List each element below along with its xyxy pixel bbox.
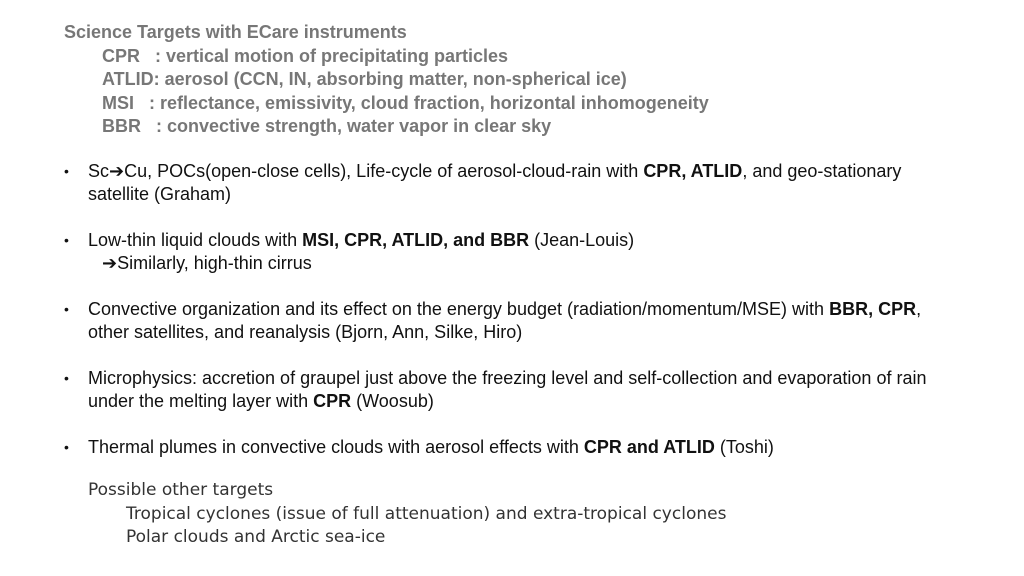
instrument-names: MSI, CPR, ATLID, and BBR [302,230,530,250]
bullet-item [64,160,964,206]
other-target-item: Tropical cyclones (issue of full attenuation) and extra-tropical cyclones [126,503,727,524]
bullet-item [64,229,634,275]
other-targets [88,479,726,550]
arrow-icon: ➔ [102,253,118,273]
header-line-msi: MSI : reflectance, emissivity, cloud fraction, horizontal inhomogeneity [102,92,709,113]
header-line-bbr: BBR : convective strength, water vapor in clear sky [102,116,552,136]
bullet-text: Microphysics: accretion of graupel just above the freezing level and self-collection and evaporation of rain under the melting layer with [88,368,927,411]
arrow-icon: ➔ [109,161,125,181]
bullet-item [64,436,774,459]
bullet-item [64,367,964,413]
bullet-text: Convective organization and its effect on the energy budget (radiation/momentum/MSE) with [88,299,830,319]
bullet-dot: • [64,439,69,455]
bullet-text: (Woosub) [351,391,434,411]
bullet-text: Sc [88,161,110,181]
bullet-text: Thermal plumes in convective clouds with aerosol effects with [88,437,584,457]
bullet-dot: • [64,301,69,317]
header-line-cpr: CPR : vertical motion of precipitating particles [102,45,509,66]
bullet-text: , other satellites, and reanalysis (Bjorn, Ann, Silke, Hiro) [88,299,922,342]
instrument-names: CPR and ATLID [583,437,715,457]
bullet-item [64,298,964,344]
bullet-dot: • [64,370,69,386]
sub-line-text: Similarly, high-thin cirrus [117,253,312,273]
header-title: Science Targets with ECare instruments [64,22,407,42]
other-targets-title: Possible other targets [88,480,274,500]
sub-line [88,252,634,275]
instrument-names: CPR [313,391,352,411]
other-target-item: Polar clouds and Arctic sea-ice [126,527,386,547]
bullet-text: , and geo-stationary satellite (Graham) [88,161,902,204]
instrument-names: CPR, ATLID [643,161,743,181]
science-targets-header [64,21,709,139]
header-line-atlid: ATLID: aerosol (CCN, IN, absorbing matter, non-spherical ice) [102,69,627,89]
bullet-dot: • [64,163,69,179]
bullet-text: (Jean-Louis) [529,230,635,250]
bullet-text: Low-thin liquid clouds with [88,230,303,250]
bullet-text: (Toshi) [714,437,774,457]
bullet-dot: • [64,232,69,248]
instrument-names: BBR, CPR [829,299,917,319]
bullet-text: Cu, POCs(open-close cells), Life-cycle of aerosol-cloud-rain with [124,161,644,181]
